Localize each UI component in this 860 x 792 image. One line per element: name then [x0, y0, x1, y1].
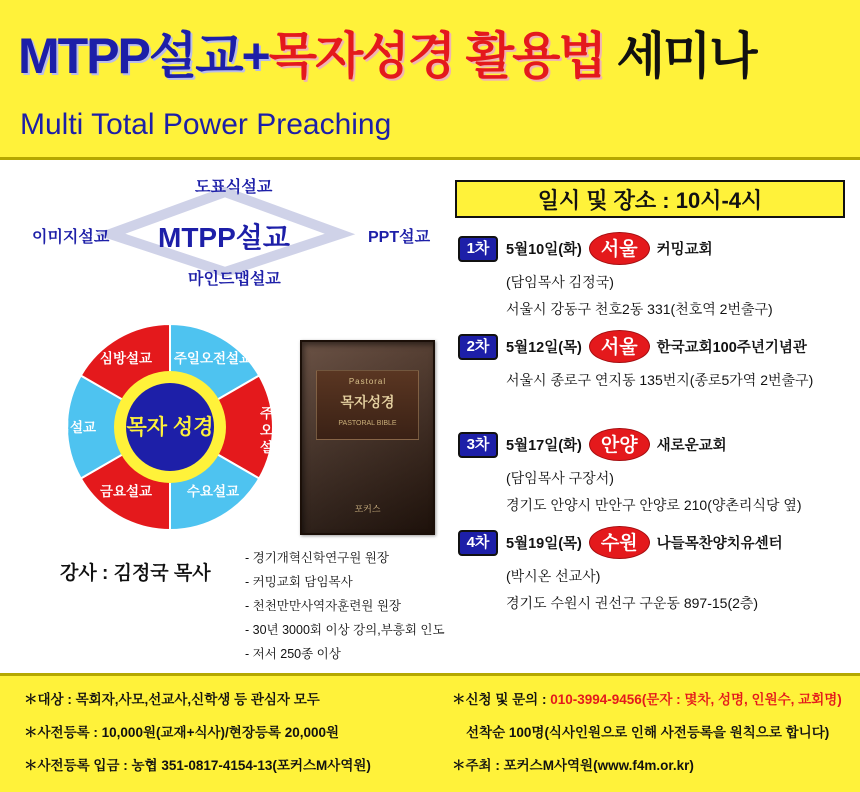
pastoral-bible-wheel: [30, 320, 310, 535]
wheel-seg-4: 금요설교: [99, 484, 153, 499]
status-badge: 4차: [458, 530, 498, 556]
list-item: - 경기개혁신학연구원 원장: [245, 551, 389, 565]
wheel-seg-3: 수요설교: [186, 484, 240, 499]
schedule-row-3: [458, 428, 853, 526]
schedule-detail-1: 서울시 종로구 연지동 135번지(종로5가역 2번출구): [506, 372, 814, 388]
page-subtitle: Multi Total Power Preaching: [20, 108, 392, 141]
bible-bottom-text: 포커스: [354, 504, 381, 514]
pastoral-bible-photo: [300, 340, 435, 535]
lecturer-bio-list: [245, 548, 460, 668]
list-item: - 커밍교회 담임목사: [245, 575, 353, 589]
schedule-row-4: [458, 526, 853, 624]
schedule-row-1: [458, 232, 853, 330]
schedule-place: 한국교회100주년기념관: [656, 340, 807, 356]
schedule-row-main: [506, 232, 853, 265]
title-part-bible: 목자성경 활용법: [268, 28, 605, 84]
wheel-seg-2c: 설교: [259, 440, 287, 455]
footer-right-column: [452, 688, 852, 787]
schedule-row-main: [506, 428, 853, 461]
footer-line-host: ＊주최 : 포커스M사역원(www.f4m.or.kr): [452, 758, 694, 773]
schedule-detail-2: 경기도 안양시 만안구 안양로 210(양촌리식당 옆): [506, 497, 802, 513]
contact-suffix: (문자 : 몇차, 성명, 인원수, 교회명): [641, 692, 842, 707]
title-part-mtpp: MTPP설교+: [18, 28, 269, 84]
schedule-city-badge: 수원: [589, 526, 650, 559]
schedule-row-main: [506, 330, 853, 363]
page-title: [18, 16, 756, 88]
schedule-row-main: [506, 526, 853, 559]
poster-header: [0, 0, 860, 160]
list-item: - 천천만만사역자훈련원 원장: [245, 599, 402, 613]
footer-line-audience: ＊대상 : 목회자,사모,선교사,신학생 등 관심자 모두: [24, 692, 320, 707]
schedule-heading: [455, 180, 845, 218]
schedule-date: 5월17일(화): [506, 438, 582, 454]
schedule-detail-1: (박시온 선교사): [506, 568, 601, 584]
wheel-seg-6: 심방설교: [99, 351, 153, 366]
schedule-row-2: [458, 330, 853, 428]
status-badge: 2차: [458, 334, 498, 360]
bible-sub-text: PASTORAL BIBLE: [338, 420, 397, 427]
contact-phone[interactable]: 010-3994-9456: [550, 692, 642, 707]
schedule-date: 5월10일(화): [506, 242, 582, 258]
poster-body: [0, 160, 860, 673]
footer-line-contact: [452, 688, 852, 708]
bible-cover-frame: [316, 370, 419, 440]
schedule-place: 커밍교회: [656, 242, 713, 258]
footer-line-fee: ＊사전등록 : 10,000원(교재+식사)/현장등록 20,000원: [24, 725, 340, 740]
wheel-seg-1: 주일오전설교: [173, 351, 253, 366]
status-badge: 3차: [458, 432, 498, 458]
wheel-chart-icon: [30, 320, 310, 535]
diagram-center-label: MTPP설교: [158, 222, 290, 253]
status-badge: 1차: [458, 236, 498, 262]
schedule-place: 새로운교회: [656, 438, 727, 454]
list-item: - 30년 3000회 이상 강의,부흥회 인도: [245, 623, 445, 637]
schedule-list: [458, 232, 853, 624]
schedule-place: 나들목찬양치유센터: [656, 536, 783, 552]
lecturer-label: 강사 : 김정국 목사: [60, 563, 211, 584]
diagram-label-right: PPT설교: [368, 229, 431, 246]
wheel-seg-5: 새벽설교: [43, 420, 97, 435]
bible-top-text: Pastoral: [348, 377, 387, 386]
diagram-label-top: 도표식설교: [195, 179, 273, 196]
wheel-seg-2a: 주일: [259, 406, 287, 421]
list-item: - 저서 250종 이상: [245, 647, 341, 661]
poster-footer: [0, 673, 860, 792]
schedule-heading-label: 일시 및 장소 : 10시-4시: [537, 187, 763, 213]
schedule-city-badge: 서울: [589, 330, 650, 363]
mtpp-diagram: [10, 172, 440, 287]
contact-prefix: ＊신청 및 문의 :: [452, 692, 551, 707]
title-part-seminar: 세미나: [604, 28, 756, 84]
diagram-label-left: 이미지설교: [32, 229, 110, 246]
footer-line-bank: ＊사전등록 입금 : 농협 351-0817-4154-13(포커스M사역원): [24, 758, 371, 773]
schedule-detail-2: 서울시 강동구 천호2동 331(천호역 2번출구): [506, 301, 773, 317]
bible-title-text: 목자성경: [340, 394, 395, 410]
schedule-date: 5월12일(목): [506, 340, 582, 356]
diagram-label-bottom: 마인드맵설교: [188, 271, 281, 288]
schedule-detail-1: (담임목사 구장서): [506, 470, 614, 486]
schedule-city-badge: 안양: [589, 428, 650, 461]
footer-left-column: [24, 688, 444, 787]
schedule-detail-2: 경기도 수원시 권선구 구운동 897-15(2층): [506, 595, 759, 611]
wheel-seg-2b: 오후: [259, 423, 287, 438]
schedule-city-badge: 서울: [589, 232, 650, 265]
wheel-center-label: 목자 성경: [126, 416, 214, 439]
footer-line-limit: 선착순 100명(식사인원으로 인해 사전등록을 원칙으로 합니다): [466, 725, 830, 740]
schedule-detail-1: (담임목사 김정국): [506, 274, 614, 290]
schedule-date: 5월19일(목): [506, 536, 582, 552]
